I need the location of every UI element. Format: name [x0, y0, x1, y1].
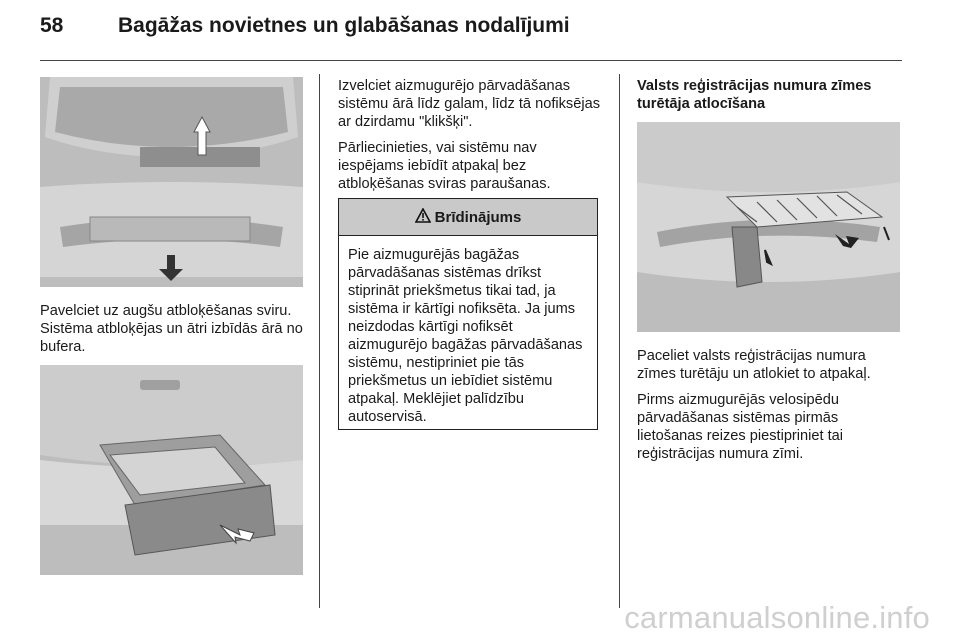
page-number: 58: [40, 14, 64, 37]
warning-box: [338, 198, 598, 430]
middle-text: [338, 77, 600, 201]
warning-title: Brīdinājums: [434, 208, 522, 226]
illustration-carrier-extended: [40, 365, 303, 575]
paragraph-pull-out: Izvelciet aizmugurējo pārvadāšanas sistēmu ārā līdz galam, līdz tā nofiksējas ar dzirdamu "klikšķi".: [338, 78, 600, 130]
paragraph-lift-holder: Paceliet valsts reģistrācijas numura zīmes turētāju un atlokiet to atpakaļ.: [637, 348, 871, 382]
column-divider-1: [319, 74, 320, 608]
paragraph-attach-plate: Pirms aizmugurējās velosipēdu pārvadāšanas sistēmas pirmās lietošanas reizes piestipriniet tai reģistrācijas numura zīmi.: [637, 392, 844, 462]
warning-text: Pie aizmugurējās bagāžas pārvadāšanas sistēmas drīkst stiprināt priekšmetus tikai tad, ja sistēma ir kārtīgi nofiksēta. Ja jums neizdodas kārtīgi nofiksēt aizmugurējo bagāžas pārvadāšanas sistēmu, nestipriniet pie tās priekšmetus un iebīdiet sistēmu atpakaļ. Meklējiet palīdzību autoservisā.: [348, 247, 583, 425]
illustration-plate-holder: [637, 122, 900, 332]
warning-triangle-icon: [415, 208, 431, 227]
section-heading: Valsts reģistrācijas numura zīmes turētāja atlocīšana: [637, 78, 872, 112]
watermark: carmanualsonline.info: [624, 600, 930, 635]
column-divider-2: [619, 74, 620, 608]
page-title: Bagāžas novietnes un glabāšanas nodalījumi: [118, 14, 570, 37]
illustration-release-lever: [40, 77, 303, 287]
header-divider: [40, 60, 902, 61]
warning-header: [339, 199, 597, 236]
paragraph-check-lock: Pārliecinieties, vai sistēmu nav iespējams iebīdīt atpakaļ bez atbloķēšanas sviras paraušanas.: [338, 140, 551, 192]
caption-release-lever: Pavelciet uz augšu atbloķēšanas sviru. Sistēma atbloķējas un ātri izbīdās ārā no bufera.: [40, 303, 303, 355]
right-text: [637, 347, 907, 471]
